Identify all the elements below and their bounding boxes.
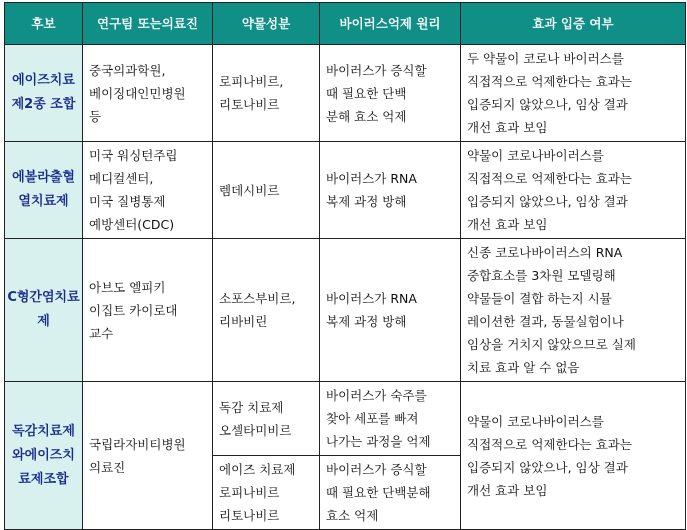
drug-candidates-table bbox=[4, 2, 686, 530]
text-line: 치료제 bbox=[18, 447, 75, 487]
header-principle bbox=[320, 3, 461, 45]
text-line: 직접적으로 억제한다는 효과는 bbox=[467, 171, 632, 186]
text-line: 약물이 코로나바이러스를 bbox=[467, 413, 604, 429]
text-line: 억제 원리 bbox=[387, 16, 441, 31]
text-line: 바이러스 bbox=[339, 16, 388, 31]
text-line: 치료제 bbox=[30, 194, 69, 209]
text-line: 리토나비르 bbox=[219, 97, 280, 112]
text-line: 독감 bbox=[12, 423, 38, 439]
text-line: 후보 bbox=[31, 16, 56, 31]
text-line: 입증되지 않았으나, 임상 결과 bbox=[467, 194, 628, 209]
header-team bbox=[83, 3, 213, 45]
text-line: 의료진 bbox=[89, 459, 126, 475]
text-line: 렘데시비르 bbox=[219, 182, 280, 198]
text-line: 이집트 카이로대 bbox=[89, 302, 178, 318]
text-line: 에볼라 bbox=[12, 170, 50, 185]
text-line: 바이러스가 증식할 bbox=[326, 462, 427, 477]
text-line: 두 약물이 코로나 바이러스를 bbox=[467, 51, 624, 66]
text-line: 로피나비르, bbox=[219, 74, 284, 89]
text-line: 직접적으로 억제한다는 효과는 bbox=[467, 74, 632, 89]
text-line: 찾아 세포를 빠져 bbox=[326, 411, 419, 426]
team-cell bbox=[83, 45, 213, 142]
team-cell bbox=[83, 382, 213, 530]
text-line: 메디컬센터, bbox=[89, 171, 154, 186]
text-line: 중합효소를 3차원 모델링해 bbox=[467, 268, 616, 283]
text-line: 예방센터(CDC) bbox=[89, 217, 175, 232]
principle-cell bbox=[320, 142, 461, 239]
text-line: 바이러스가 증식할 bbox=[326, 62, 427, 78]
text-line: 치료제 bbox=[11, 73, 75, 112]
text-line: 입증되지 않았으나, 임상 결과 bbox=[467, 459, 628, 475]
effect-cell bbox=[461, 142, 686, 239]
candidate-cell bbox=[5, 382, 83, 530]
text-line: 치료제와 bbox=[12, 423, 75, 463]
header-effect bbox=[461, 3, 686, 45]
text-line: 에이즈 치료제 bbox=[219, 462, 296, 477]
table-row bbox=[5, 142, 686, 239]
text-line: 레이션한 결과, 동물실험이나 bbox=[467, 314, 624, 329]
text-line: 때 필요한 단백분해 bbox=[326, 485, 431, 500]
header-candidate bbox=[5, 3, 83, 45]
text-line: 오셀타미비르 bbox=[219, 422, 292, 438]
text-line: 바이러스가 숙주를 bbox=[326, 388, 427, 403]
text-line: 효과 입증 여부 bbox=[532, 16, 614, 31]
text-line: 미국 워싱턴주립 bbox=[89, 148, 178, 163]
text-line: 약물들이 결합 하는지 시뮬 bbox=[467, 291, 612, 306]
candidate-cell bbox=[5, 239, 83, 382]
text-line: 리토나비르 bbox=[219, 508, 280, 523]
drug-cell bbox=[213, 142, 320, 239]
text-line: 임상을 거치지 않았으므로 실제 bbox=[467, 337, 636, 352]
team-cell bbox=[83, 239, 213, 382]
effect-cell bbox=[461, 45, 686, 142]
text-line: 연구팀 또는 bbox=[97, 16, 162, 31]
table-row bbox=[5, 45, 686, 142]
text-line: 에이즈 bbox=[24, 447, 63, 463]
drug-cell bbox=[213, 456, 320, 530]
text-line: 등 bbox=[89, 108, 102, 124]
text-line: 입증되지 않았으나, 임상 결과 bbox=[467, 97, 628, 112]
text-line: 복제 과정 방해 bbox=[326, 194, 407, 209]
team-cell bbox=[83, 142, 213, 239]
text-line: 나가는 과정을 억제 bbox=[326, 434, 431, 449]
candidate-cell bbox=[5, 45, 83, 142]
drug-cell bbox=[213, 382, 320, 456]
text-line: 복제 과정 방해 bbox=[326, 314, 407, 329]
principle-cell bbox=[320, 456, 461, 530]
header-drug bbox=[213, 3, 320, 45]
text-line: 리바비린 bbox=[219, 314, 268, 329]
text-line: 에이즈 bbox=[12, 73, 50, 88]
text-line: 바이러스가 RNA bbox=[326, 291, 417, 306]
text-line: 2종 조합 bbox=[24, 97, 76, 112]
text-line: 치료 효과 알 수 없음 bbox=[467, 360, 580, 375]
principle-cell bbox=[320, 45, 461, 142]
text-line: 중국의과학원, bbox=[89, 62, 166, 78]
text-line: 개선 효과 보임 bbox=[467, 482, 548, 498]
header-row bbox=[5, 3, 686, 45]
effect-cell bbox=[461, 382, 686, 530]
text-line: 약물이 코로나바이러스를 bbox=[467, 148, 604, 163]
text-line: 의료진 bbox=[161, 16, 198, 31]
text-line: 교수 bbox=[89, 325, 114, 341]
text-line: 바이러스가 RNA bbox=[326, 171, 417, 186]
text-line: 분해 효소 억제 bbox=[326, 108, 407, 124]
principle-cell bbox=[320, 239, 461, 382]
text-line: 출혈열 bbox=[18, 170, 75, 209]
text-line: C형간염 bbox=[7, 290, 55, 305]
text-line: 효소 억제 bbox=[326, 508, 379, 523]
table-row bbox=[5, 239, 686, 382]
table-row bbox=[5, 382, 686, 456]
drug-cell bbox=[213, 239, 320, 382]
text-line: 소포스부비르, bbox=[219, 291, 296, 306]
text-line: 로피나비르 bbox=[219, 485, 280, 500]
text-line: 치료제 bbox=[37, 290, 80, 329]
text-line: 신종 코로나바이러스의 RNA bbox=[467, 245, 623, 260]
drug-cell bbox=[213, 45, 320, 142]
text-line: 국립라자비티병원 bbox=[89, 436, 186, 452]
text-line: 개선 효과 보임 bbox=[467, 120, 548, 135]
text-line: 약물성분 bbox=[241, 16, 291, 31]
candidate-cell bbox=[5, 142, 83, 239]
text-line: 아브도 엘피키 bbox=[89, 279, 166, 295]
text-line: 미국 질병통제 bbox=[89, 194, 166, 209]
effect-cell bbox=[461, 239, 686, 382]
text-line: 조합 bbox=[43, 471, 69, 487]
text-line: 베이징대인민병원 bbox=[89, 85, 186, 101]
text-line: 때 필요한 단백 bbox=[326, 85, 407, 101]
text-line: 개선 효과 보임 bbox=[467, 217, 548, 232]
text-line: 직접적으로 억제한다는 효과는 bbox=[467, 436, 632, 452]
principle-cell bbox=[320, 382, 461, 456]
text-line: 독감 치료제 bbox=[219, 399, 284, 415]
